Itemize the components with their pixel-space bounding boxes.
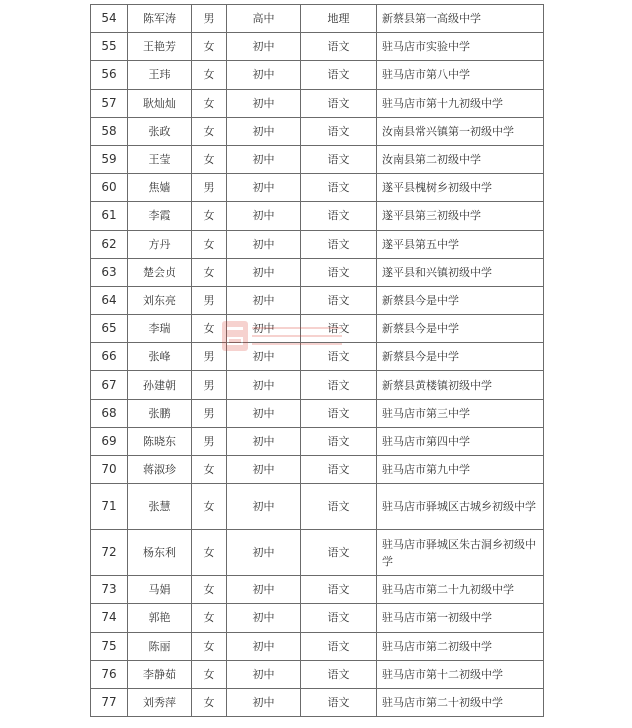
cell-number: 71 — [91, 484, 128, 530]
table-row — [91, 145, 544, 173]
cell-school: 驻马店市第八中学 — [377, 61, 544, 89]
cell-school: 驻马店市第二初级中学 — [377, 632, 544, 660]
cell-gender: 女 — [192, 61, 227, 89]
cell-name: 陈晓东 — [128, 427, 192, 455]
cell-name: 王玮 — [128, 61, 192, 89]
cell-gender: 男 — [192, 427, 227, 455]
cell-gender: 女 — [192, 89, 227, 117]
cell-subject: 语文 — [301, 530, 377, 576]
cell-number: 55 — [91, 33, 128, 61]
cell-subject: 语文 — [301, 604, 377, 632]
cell-subject: 语文 — [301, 399, 377, 427]
cell-level: 初中 — [227, 117, 301, 145]
cell-subject: 语文 — [301, 632, 377, 660]
cell-subject: 语文 — [301, 89, 377, 117]
cell-level: 初中 — [227, 174, 301, 202]
cell-number: 70 — [91, 456, 128, 484]
cell-number: 66 — [91, 343, 128, 371]
cell-level: 初中 — [227, 61, 301, 89]
table-row — [91, 530, 544, 576]
cell-subject: 语文 — [301, 258, 377, 286]
cell-school: 驻马店市第九中学 — [377, 456, 544, 484]
cell-name: 李瑞 — [128, 315, 192, 343]
cell-level: 初中 — [227, 202, 301, 230]
cell-name: 杨东利 — [128, 530, 192, 576]
cell-name: 王艳芳 — [128, 33, 192, 61]
cell-gender: 男 — [192, 286, 227, 314]
cell-level: 初中 — [227, 145, 301, 173]
cell-name: 王莹 — [128, 145, 192, 173]
cell-subject: 语文 — [301, 576, 377, 604]
cell-name: 耿灿灿 — [128, 89, 192, 117]
cell-school: 驻马店市驿城区古城乡初级中学 — [377, 484, 544, 530]
cell-level: 初中 — [227, 456, 301, 484]
cell-number: 74 — [91, 604, 128, 632]
cell-number: 64 — [91, 286, 128, 314]
cell-gender: 女 — [192, 604, 227, 632]
table-row — [91, 258, 544, 286]
cell-school: 驻马店市驿城区朱古洞乡初级中学 — [377, 530, 544, 576]
cell-level: 初中 — [227, 484, 301, 530]
cell-number: 67 — [91, 371, 128, 399]
cell-name: 张慧 — [128, 484, 192, 530]
table-row — [91, 174, 544, 202]
cell-school: 新蔡县第一高级中学 — [377, 5, 544, 33]
table-row — [91, 286, 544, 314]
cell-school: 新蔡县今是中学 — [377, 315, 544, 343]
cell-gender: 女 — [192, 315, 227, 343]
table-row — [91, 230, 544, 258]
cell-school: 遂平县槐树乡初级中学 — [377, 174, 544, 202]
cell-subject: 语文 — [301, 484, 377, 530]
cell-subject: 语文 — [301, 315, 377, 343]
cell-number: 58 — [91, 117, 128, 145]
cell-number: 75 — [91, 632, 128, 660]
cell-number: 56 — [91, 61, 128, 89]
cell-level: 初中 — [227, 399, 301, 427]
cell-level: 初中 — [227, 660, 301, 688]
cell-school: 遂平县和兴镇初级中学 — [377, 258, 544, 286]
cell-subject: 语文 — [301, 117, 377, 145]
cell-school: 新蔡县今是中学 — [377, 286, 544, 314]
table-row — [91, 399, 544, 427]
cell-subject: 语文 — [301, 145, 377, 173]
cell-level: 初中 — [227, 343, 301, 371]
table-row — [91, 202, 544, 230]
cell-subject: 语文 — [301, 456, 377, 484]
table-row — [91, 89, 544, 117]
table-row — [91, 343, 544, 371]
cell-school: 遂平县第五中学 — [377, 230, 544, 258]
cell-school: 汝南县第二初级中学 — [377, 145, 544, 173]
cell-name: 马娟 — [128, 576, 192, 604]
cell-number: 77 — [91, 688, 128, 716]
cell-gender: 女 — [192, 33, 227, 61]
table-row — [91, 484, 544, 530]
cell-school: 驻马店市第二十初级中学 — [377, 688, 544, 716]
cell-subject: 语文 — [301, 286, 377, 314]
cell-level: 初中 — [227, 576, 301, 604]
cell-school: 驻马店市第二十九初级中学 — [377, 576, 544, 604]
cell-level: 初中 — [227, 258, 301, 286]
cell-name: 刘秀萍 — [128, 688, 192, 716]
cell-gender: 女 — [192, 576, 227, 604]
cell-name: 焦嫱 — [128, 174, 192, 202]
cell-school: 驻马店市第三中学 — [377, 399, 544, 427]
cell-subject: 语文 — [301, 174, 377, 202]
cell-school: 新蔡县今是中学 — [377, 343, 544, 371]
cell-subject: 语文 — [301, 61, 377, 89]
cell-number: 72 — [91, 530, 128, 576]
cell-school: 驻马店市第四中学 — [377, 427, 544, 455]
cell-subject: 语文 — [301, 230, 377, 258]
cell-school: 汝南县常兴镇第一初级中学 — [377, 117, 544, 145]
cell-level: 初中 — [227, 427, 301, 455]
cell-level: 初中 — [227, 315, 301, 343]
cell-number: 68 — [91, 399, 128, 427]
cell-school: 驻马店市第十二初级中学 — [377, 660, 544, 688]
cell-subject: 语文 — [301, 33, 377, 61]
cell-number: 69 — [91, 427, 128, 455]
cell-number: 63 — [91, 258, 128, 286]
cell-level: 初中 — [227, 688, 301, 716]
cell-level: 初中 — [227, 632, 301, 660]
cell-gender: 女 — [192, 117, 227, 145]
cell-gender: 女 — [192, 258, 227, 286]
cell-level: 初中 — [227, 604, 301, 632]
cell-number: 65 — [91, 315, 128, 343]
table-row — [91, 33, 544, 61]
teacher-roster-table — [90, 4, 544, 717]
cell-number: 59 — [91, 145, 128, 173]
cell-name: 陈丽 — [128, 632, 192, 660]
roster-body — [91, 5, 544, 717]
cell-gender: 男 — [192, 371, 227, 399]
table-row — [91, 5, 544, 33]
cell-school: 遂平县第三初级中学 — [377, 202, 544, 230]
cell-name: 李霞 — [128, 202, 192, 230]
table-row — [91, 688, 544, 716]
cell-name: 孙建朝 — [128, 371, 192, 399]
cell-subject: 语文 — [301, 688, 377, 716]
cell-name: 张政 — [128, 117, 192, 145]
cell-school: 新蔡县黄楼镇初级中学 — [377, 371, 544, 399]
cell-level: 初中 — [227, 530, 301, 576]
cell-gender: 女 — [192, 230, 227, 258]
cell-level: 初中 — [227, 371, 301, 399]
table-row — [91, 315, 544, 343]
cell-gender: 女 — [192, 484, 227, 530]
table-row — [91, 117, 544, 145]
cell-gender: 女 — [192, 688, 227, 716]
cell-school: 驻马店市第一初级中学 — [377, 604, 544, 632]
cell-subject: 语文 — [301, 660, 377, 688]
table-row — [91, 660, 544, 688]
cell-level: 初中 — [227, 230, 301, 258]
cell-number: 54 — [91, 5, 128, 33]
cell-name: 郭艳 — [128, 604, 192, 632]
cell-gender: 女 — [192, 145, 227, 173]
table-row — [91, 371, 544, 399]
cell-number: 60 — [91, 174, 128, 202]
cell-gender: 男 — [192, 399, 227, 427]
cell-name: 李静茹 — [128, 660, 192, 688]
cell-gender: 男 — [192, 5, 227, 33]
cell-level: 初中 — [227, 33, 301, 61]
cell-gender: 男 — [192, 343, 227, 371]
table-row — [91, 576, 544, 604]
table-row — [91, 604, 544, 632]
cell-name: 方丹 — [128, 230, 192, 258]
cell-number: 76 — [91, 660, 128, 688]
cell-gender: 女 — [192, 202, 227, 230]
cell-number: 61 — [91, 202, 128, 230]
table-row — [91, 632, 544, 660]
cell-number: 57 — [91, 89, 128, 117]
cell-name: 楚会贞 — [128, 258, 192, 286]
table-row — [91, 456, 544, 484]
cell-name: 蒋淑珍 — [128, 456, 192, 484]
cell-gender: 男 — [192, 174, 227, 202]
cell-subject: 语文 — [301, 371, 377, 399]
table-row — [91, 61, 544, 89]
cell-school: 驻马店市实验中学 — [377, 33, 544, 61]
cell-gender: 女 — [192, 456, 227, 484]
table-row — [91, 427, 544, 455]
cell-name: 陈军涛 — [128, 5, 192, 33]
cell-subject: 语文 — [301, 202, 377, 230]
cell-name: 张峰 — [128, 343, 192, 371]
cell-subject: 语文 — [301, 427, 377, 455]
cell-number: 73 — [91, 576, 128, 604]
cell-gender: 女 — [192, 660, 227, 688]
cell-number: 62 — [91, 230, 128, 258]
cell-level: 初中 — [227, 89, 301, 117]
cell-gender: 女 — [192, 530, 227, 576]
cell-gender: 女 — [192, 632, 227, 660]
cell-level: 高中 — [227, 5, 301, 33]
cell-school: 驻马店市第十九初级中学 — [377, 89, 544, 117]
cell-subject: 语文 — [301, 343, 377, 371]
cell-level: 初中 — [227, 286, 301, 314]
cell-name: 刘东亮 — [128, 286, 192, 314]
cell-name: 张鹏 — [128, 399, 192, 427]
teacher-roster-table-container — [90, 4, 543, 717]
cell-subject: 地理 — [301, 5, 377, 33]
